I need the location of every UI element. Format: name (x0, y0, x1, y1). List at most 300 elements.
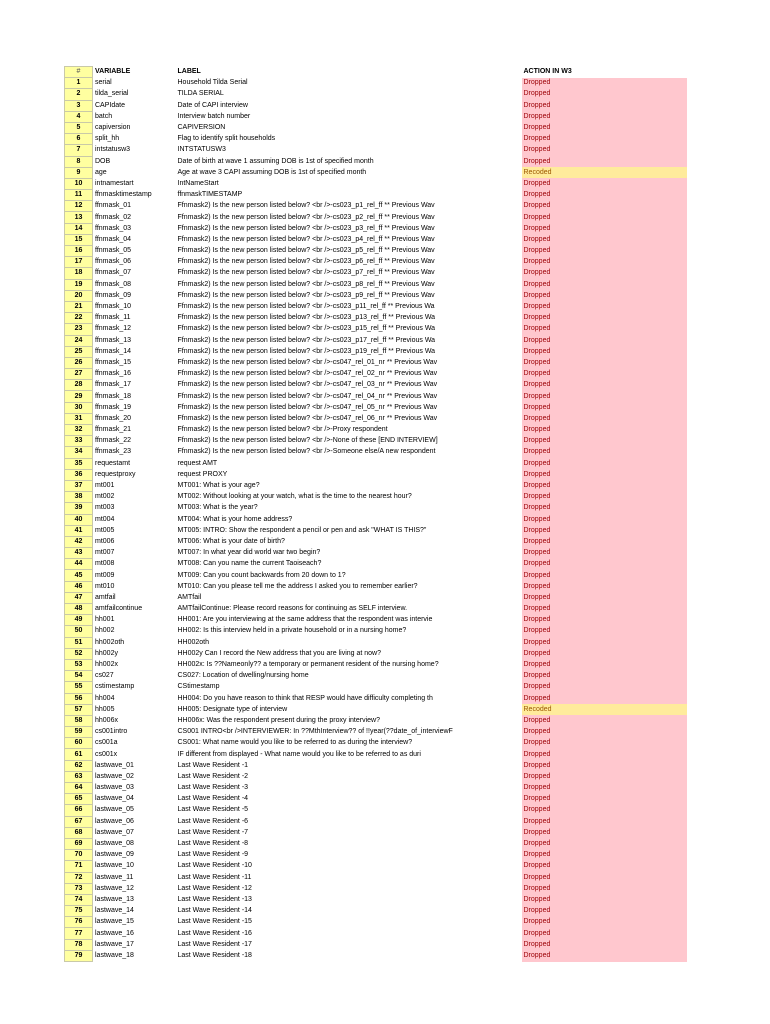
action-cell[interactable]: Dropped (522, 838, 687, 849)
action-cell[interactable]: Dropped (522, 391, 687, 402)
variable-cell[interactable]: hh004 (95, 694, 115, 702)
table-row[interactable] (65, 872, 687, 883)
variable-cell[interactable]: ffnmask_21 (95, 426, 132, 434)
label-cell[interactable]: TILDA SERIAL (177, 90, 224, 98)
variable-cell[interactable]: hh005 (95, 705, 115, 713)
table-row[interactable] (65, 134, 687, 145)
label-cell[interactable]: Last Wave Resident -2 (177, 772, 249, 780)
table-row[interactable] (65, 693, 687, 704)
row-number[interactable]: 34 (65, 447, 93, 458)
action-cell[interactable]: Dropped (522, 357, 687, 368)
label-cell[interactable]: Ffnmask2) Is the new person listed below? <br />-cs023_p5_rel_ff ** Previous Wav (177, 247, 435, 255)
label-cell[interactable]: Ffnmask2) Is the new person listed below? <br />-cs023_p6_rel_ff ** Previous Wav (177, 258, 435, 266)
action-cell[interactable]: Dropped (522, 447, 687, 458)
action-cell[interactable]: Dropped (522, 648, 687, 659)
variable-cell[interactable]: cstimestamp (95, 683, 135, 691)
action-cell[interactable]: Recoded (522, 167, 687, 178)
label-cell[interactable]: MT005: INTRO: Show the respondent a pencil or pen and ask "WHAT IS THIS?" (177, 526, 427, 534)
row-number[interactable]: 77 (65, 928, 93, 939)
row-number[interactable]: 26 (65, 357, 93, 368)
variable-cell[interactable]: ffnmask_18 (95, 392, 132, 400)
table-row[interactable] (65, 257, 687, 268)
row-number[interactable]: 60 (65, 738, 93, 749)
variable-cell[interactable]: ffnmask_20 (95, 414, 132, 422)
label-cell[interactable]: MT004: What is your home address? (177, 515, 293, 523)
label-cell[interactable]: Last Wave Resident -7 (177, 828, 249, 836)
variable-cell[interactable]: ffnmask_22 (95, 437, 132, 445)
table-row[interactable] (65, 850, 687, 861)
table-row[interactable] (65, 939, 687, 950)
label-cell[interactable]: AMTfailContinue: Please record reasons for continuing as SELF interview. (177, 605, 408, 613)
label-cell[interactable]: Ffnmask2) Is the new person listed below? <br />-cs047_rel_02_nr ** Previous Wav (177, 370, 438, 378)
table-row[interactable] (65, 458, 687, 469)
action-cell[interactable]: Dropped (522, 794, 687, 805)
row-number[interactable]: 5 (65, 122, 93, 133)
row-number[interactable]: 31 (65, 413, 93, 424)
label-cell[interactable]: Ffnmask2) Is the new person listed below? <br />-cs023_p19_rel_ff ** Previous Wa (177, 347, 436, 355)
action-cell[interactable]: Dropped (522, 324, 687, 335)
row-number[interactable]: 67 (65, 816, 93, 827)
label-cell[interactable]: Household Tilda Serial (177, 79, 248, 87)
table-row[interactable] (65, 883, 687, 894)
action-cell[interactable]: Dropped (522, 178, 687, 189)
label-cell[interactable]: Ffnmask2) Is the new person listed below? <br />-cs023_p15_rel_ff ** Previous Wa (177, 325, 436, 333)
row-number[interactable]: 7 (65, 145, 93, 156)
variable-cell[interactable]: amtfailcontinue (95, 605, 143, 613)
row-number[interactable]: 61 (65, 749, 93, 760)
variable-cell[interactable]: cs027 (95, 672, 114, 680)
table-row[interactable] (65, 715, 687, 726)
action-cell[interactable]: Dropped (522, 492, 687, 503)
action-cell[interactable]: Dropped (522, 469, 687, 480)
variable-cell[interactable]: lastwave_13 (95, 895, 134, 903)
variable-cell[interactable]: lastwave_06 (95, 817, 134, 825)
row-number[interactable]: 50 (65, 626, 93, 637)
table-row[interactable] (65, 425, 687, 436)
table-row[interactable] (65, 447, 687, 458)
row-number[interactable]: 39 (65, 503, 93, 514)
action-cell[interactable]: Dropped (522, 570, 687, 581)
label-cell[interactable]: Last Wave Resident -18 (177, 951, 252, 959)
action-cell[interactable]: Dropped (522, 246, 687, 257)
action-cell[interactable]: Dropped (522, 413, 687, 424)
variable-cell[interactable]: lastwave_05 (95, 806, 134, 814)
label-cell[interactable]: Age at wave 3 CAPI assuming DOB is 1st of specified month (177, 168, 367, 176)
table-row[interactable] (65, 581, 687, 592)
action-cell[interactable]: Dropped (522, 335, 687, 346)
row-number[interactable]: 64 (65, 783, 93, 794)
label-cell[interactable]: HH005: Designate type of interview (177, 705, 288, 713)
table-row[interactable] (65, 928, 687, 939)
action-cell[interactable]: Dropped (522, 637, 687, 648)
row-number[interactable]: 32 (65, 425, 93, 436)
row-number[interactable]: 40 (65, 514, 93, 525)
variable-cell[interactable]: lastwave_04 (95, 795, 134, 803)
variable-cell[interactable]: ffnmask_03 (95, 224, 132, 232)
table-row[interactable] (65, 805, 687, 816)
table-row[interactable] (65, 559, 687, 570)
action-cell[interactable]: Dropped (522, 738, 687, 749)
action-cell[interactable]: Dropped (522, 301, 687, 312)
table-row[interactable] (65, 402, 687, 413)
row-number[interactable]: 8 (65, 156, 93, 167)
table-row[interactable] (65, 346, 687, 357)
label-cell[interactable]: Flag to identify split households (177, 135, 276, 143)
variable-cell[interactable]: lastwave_08 (95, 840, 134, 848)
label-cell[interactable]: Last Wave Resident -1 (177, 761, 249, 769)
row-number[interactable]: 19 (65, 279, 93, 290)
table-row[interactable] (65, 771, 687, 782)
row-number[interactable]: 12 (65, 201, 93, 212)
label-cell[interactable]: CS001: What name would you like to be referred to as during the interview? (177, 739, 413, 747)
header-variable[interactable]: VARIABLE (95, 68, 131, 76)
table-row[interactable] (65, 469, 687, 480)
label-cell[interactable]: HH002: Is this interview held in a private household or in a nursing home? (177, 627, 407, 635)
label-cell[interactable]: Ffnmask2) Is the new person listed below? <br />-cs047_rel_04_nr ** Previous Wav (177, 392, 438, 400)
variable-cell[interactable]: lastwave_15 (95, 918, 134, 926)
table-row[interactable] (65, 178, 687, 189)
row-number[interactable]: 6 (65, 134, 93, 145)
variable-cell[interactable]: lastwave_14 (95, 907, 134, 915)
variable-cell[interactable]: lastwave_02 (95, 772, 134, 780)
row-number[interactable]: 53 (65, 659, 93, 670)
variable-cell[interactable]: hh002y (95, 649, 118, 657)
table-row[interactable] (65, 861, 687, 872)
label-cell[interactable]: Ffnmask2) Is the new person listed below? <br />-cs023_p2_rel_ff ** Previous Wav (177, 213, 435, 221)
variable-cell[interactable]: lastwave_16 (95, 929, 134, 937)
label-cell[interactable]: ffnmaskTIMESTAMP (177, 191, 243, 199)
variable-cell[interactable]: ffnmask_10 (95, 303, 132, 311)
table-row[interactable] (65, 682, 687, 693)
action-cell[interactable]: Dropped (522, 503, 687, 514)
label-cell[interactable]: Date of CAPI interview (177, 101, 248, 109)
action-cell[interactable]: Dropped (522, 514, 687, 525)
action-cell[interactable]: Dropped (522, 906, 687, 917)
variable-cell[interactable]: mt008 (95, 560, 115, 568)
table-row[interactable] (65, 760, 687, 771)
label-cell[interactable]: Ffnmask2) Is the new person listed below? <br />-Someone else/A new respondent (177, 448, 436, 456)
row-number[interactable]: 27 (65, 369, 93, 380)
label-cell[interactable]: Ffnmask2) Is the new person listed below? <br />-cs047_rel_05_nr ** Previous Wav (177, 403, 438, 411)
table-row[interactable] (65, 279, 687, 290)
variable-cell[interactable]: ffnmasktimestamp (95, 191, 152, 199)
action-cell[interactable]: Dropped (522, 928, 687, 939)
variable-cell[interactable]: hh006x (95, 716, 118, 724)
action-cell[interactable]: Dropped (522, 78, 687, 89)
label-cell[interactable]: Last Wave Resident -9 (177, 851, 249, 859)
row-number[interactable]: 15 (65, 234, 93, 245)
variable-cell[interactable]: ffnmask_01 (95, 202, 132, 210)
action-cell[interactable]: Dropped (522, 894, 687, 905)
row-number[interactable]: 57 (65, 704, 93, 715)
variable-cell[interactable]: ffnmask_19 (95, 403, 132, 411)
row-number[interactable]: 36 (65, 469, 93, 480)
label-cell[interactable]: Ffnmask2) Is the new person listed below? <br />-cs023_p11_rel_ff ** Previous Wa (177, 303, 435, 311)
action-cell[interactable]: Dropped (522, 536, 687, 547)
table-row[interactable] (65, 290, 687, 301)
variable-cell[interactable]: lastwave_09 (95, 851, 134, 859)
table-row[interactable] (65, 570, 687, 581)
action-cell[interactable]: Dropped (522, 827, 687, 838)
label-cell[interactable]: CS027: Location of dwelling/nursing home (177, 672, 309, 680)
label-cell[interactable]: HH002x: Is ??Nameonly?? a temporary or permanent resident of the nursing home? (177, 661, 439, 669)
action-cell[interactable]: Dropped (522, 380, 687, 391)
table-row[interactable] (65, 648, 687, 659)
variable-cell[interactable]: ffnmask_16 (95, 370, 132, 378)
variable-cell[interactable]: hh002oth (95, 638, 125, 646)
row-number[interactable]: 58 (65, 715, 93, 726)
table-row[interactable] (65, 89, 687, 100)
row-number[interactable]: 49 (65, 615, 93, 626)
action-cell[interactable]: Dropped (522, 872, 687, 883)
action-cell[interactable]: Dropped (522, 134, 687, 145)
table-row[interactable] (65, 492, 687, 503)
table-row[interactable] (65, 906, 687, 917)
row-number[interactable]: 48 (65, 604, 93, 615)
row-number[interactable]: 41 (65, 525, 93, 536)
variable-cell[interactable]: lastwave_17 (95, 940, 134, 948)
table-row[interactable] (65, 246, 687, 257)
variable-cell[interactable]: amtfail (95, 593, 116, 601)
variable-cell[interactable]: mt006 (95, 537, 115, 545)
label-cell[interactable]: Last Wave Resident -14 (177, 907, 252, 915)
label-cell[interactable]: Ffnmask2) Is the new person listed below? <br />-cs023_p9_rel_ff ** Previous Wav (177, 291, 435, 299)
label-cell[interactable]: CS001 INTRO<br />INTERVIEWER: In ??MthInterview?? of !!year(??date_of_interviewF (177, 728, 453, 736)
action-cell[interactable]: Dropped (522, 816, 687, 827)
label-cell[interactable]: MT001: What is your age? (177, 482, 260, 490)
label-cell[interactable]: IntNameStart (177, 179, 219, 187)
action-cell[interactable]: Dropped (522, 156, 687, 167)
label-cell[interactable]: IF different from displayed - What name would you like to be referred to as duri (177, 750, 421, 758)
row-number[interactable]: 65 (65, 794, 93, 805)
action-cell[interactable]: Dropped (522, 480, 687, 491)
action-cell[interactable]: Dropped (522, 111, 687, 122)
label-cell[interactable]: MT002: Without looking at your watch, what is the time to the nearest hour? (177, 493, 412, 501)
row-number[interactable]: 59 (65, 727, 93, 738)
variable-cell[interactable]: cs001intro (95, 728, 128, 736)
label-cell[interactable]: Ffnmask2) Is the new person listed below? <br />-cs047_rel_06_nr ** Previous Wav (177, 414, 438, 422)
row-number[interactable]: 56 (65, 693, 93, 704)
variable-cell[interactable]: lastwave_11 (95, 873, 134, 881)
table-row[interactable] (65, 156, 687, 167)
table-row[interactable] (65, 514, 687, 525)
label-cell[interactable]: AMTfail (177, 593, 202, 601)
row-number[interactable]: 22 (65, 313, 93, 324)
action-cell[interactable]: Dropped (522, 715, 687, 726)
label-cell[interactable]: CAPIVERSION (177, 124, 226, 132)
variable-cell[interactable]: mt010 (95, 582, 115, 590)
label-cell[interactable]: Ffnmask2) Is the new person listed below? <br />-cs023_p13_rel_ff ** Previous Wa (177, 314, 436, 322)
action-cell[interactable]: Dropped (522, 234, 687, 245)
table-row[interactable] (65, 816, 687, 827)
row-number[interactable]: 2 (65, 89, 93, 100)
variable-cell[interactable]: ffnmask_23 (95, 448, 132, 456)
variable-cell[interactable]: ffnmask_17 (95, 381, 132, 389)
row-number[interactable]: 74 (65, 894, 93, 905)
variable-cell[interactable]: DOB (95, 157, 111, 165)
table-row[interactable] (65, 313, 687, 324)
variable-cell[interactable]: cs001x (95, 750, 118, 758)
label-cell[interactable]: Date of birth at wave 1 assuming DOB is 1st of specified month (177, 157, 374, 165)
variable-cell[interactable]: hh002 (95, 627, 115, 635)
variable-cell[interactable]: lastwave_18 (95, 951, 134, 959)
label-cell[interactable]: Ffnmask2) Is the new person listed below? <br />-cs023_p17_rel_ff ** Previous Wa (177, 336, 436, 344)
table-row[interactable] (65, 671, 687, 682)
row-number[interactable]: 33 (65, 436, 93, 447)
row-number[interactable]: 28 (65, 380, 93, 391)
label-cell[interactable]: MT003: What is the year? (177, 504, 258, 512)
action-cell[interactable]: Dropped (522, 749, 687, 760)
table-row[interactable] (65, 190, 687, 201)
row-number[interactable]: 46 (65, 581, 93, 592)
action-cell[interactable]: Dropped (522, 145, 687, 156)
action-cell[interactable]: Dropped (522, 783, 687, 794)
action-cell[interactable]: Dropped (522, 548, 687, 559)
action-cell[interactable]: Dropped (522, 190, 687, 201)
table-row[interactable] (65, 917, 687, 928)
action-cell[interactable]: Dropped (522, 671, 687, 682)
table-row[interactable] (65, 503, 687, 514)
label-cell[interactable]: Ffnmask2) Is the new person listed below? <br />-cs023_p7_rel_ff ** Previous Wav (177, 269, 435, 277)
label-cell[interactable]: Last Wave Resident -13 (177, 895, 252, 903)
label-cell[interactable]: Last Wave Resident -8 (177, 840, 249, 848)
action-cell[interactable]: Recoded (522, 704, 687, 715)
label-cell[interactable]: HH001: Are you interviewing at the same address that the respondent was intervie (177, 616, 433, 624)
table-row[interactable] (65, 659, 687, 670)
action-cell[interactable]: Dropped (522, 100, 687, 111)
row-number[interactable]: 63 (65, 771, 93, 782)
variable-cell[interactable]: lastwave_07 (95, 828, 134, 836)
variable-cell[interactable]: cs001a (95, 739, 118, 747)
action-cell[interactable]: Dropped (522, 223, 687, 234)
label-cell[interactable]: Last Wave Resident -6 (177, 817, 249, 825)
variable-cell[interactable]: ffnmask_12 (95, 325, 132, 333)
label-cell[interactable]: HH002oth (177, 638, 210, 646)
variable-cell[interactable]: ffnmask_08 (95, 280, 132, 288)
action-cell[interactable]: Dropped (522, 939, 687, 950)
table-row[interactable] (65, 727, 687, 738)
label-cell[interactable]: MT010: Can you please tell me the address I asked you to remember earlier? (177, 582, 418, 590)
table-row[interactable] (65, 145, 687, 156)
label-cell[interactable]: request AMT (177, 459, 218, 467)
label-cell[interactable]: HH006x: Was the respondent present during the proxy interview? (177, 716, 380, 724)
row-number[interactable]: 30 (65, 402, 93, 413)
label-cell[interactable]: Ffnmask2) Is the new person listed below? <br />-cs023_p8_rel_ff ** Previous Wav (177, 280, 435, 288)
variable-cell[interactable]: lastwave_10 (95, 862, 134, 870)
action-cell[interactable]: Dropped (522, 89, 687, 100)
action-cell[interactable]: Dropped (522, 604, 687, 615)
action-cell[interactable]: Dropped (522, 861, 687, 872)
action-cell[interactable]: Dropped (522, 436, 687, 447)
row-number[interactable]: 75 (65, 906, 93, 917)
action-cell[interactable]: Dropped (522, 727, 687, 738)
row-number[interactable]: 62 (65, 760, 93, 771)
variable-cell[interactable]: batch (95, 112, 113, 120)
row-number[interactable]: 29 (65, 391, 93, 402)
row-number[interactable]: 45 (65, 570, 93, 581)
label-cell[interactable]: Last Wave Resident -11 (177, 873, 252, 881)
row-number[interactable]: 9 (65, 167, 93, 178)
row-number[interactable]: 20 (65, 290, 93, 301)
header-action[interactable]: ACTION IN W3 (523, 68, 572, 76)
action-cell[interactable]: Dropped (522, 346, 687, 357)
label-cell[interactable]: HH002y Can I record the New address that you are living at now? (177, 649, 381, 657)
action-cell[interactable]: Dropped (522, 279, 687, 290)
label-cell[interactable]: Last Wave Resident -15 (177, 918, 252, 926)
table-row[interactable] (65, 894, 687, 905)
table-row[interactable] (65, 413, 687, 424)
row-number[interactable]: 69 (65, 838, 93, 849)
row-number[interactable]: 11 (65, 190, 93, 201)
variable-cell[interactable]: mt004 (95, 515, 115, 523)
row-number[interactable]: 4 (65, 111, 93, 122)
table-row[interactable] (65, 100, 687, 111)
row-number[interactable]: 55 (65, 682, 93, 693)
action-cell[interactable]: Dropped (522, 425, 687, 436)
table-row[interactable] (65, 212, 687, 223)
label-cell[interactable]: INTSTATUSW3 (177, 146, 226, 154)
table-row[interactable] (65, 201, 687, 212)
table-row[interactable] (65, 380, 687, 391)
row-number[interactable]: 76 (65, 917, 93, 928)
action-cell[interactable]: Dropped (522, 682, 687, 693)
label-cell[interactable]: HH004: Do you have reason to think that RESP would have difficulty completing th (177, 694, 433, 702)
label-cell[interactable]: MT007: In what year did world war two begin? (177, 549, 321, 557)
variable-cell[interactable]: ffnmask_13 (95, 336, 132, 344)
variable-cell[interactable]: ffnmask_09 (95, 291, 132, 299)
action-cell[interactable]: Dropped (522, 950, 687, 961)
table-row[interactable] (65, 111, 687, 122)
variable-cell[interactable]: ffnmask_06 (95, 258, 132, 266)
label-cell[interactable]: Ffnmask2) Is the new person listed below? <br />-cs023_p1_rel_ff ** Previous Wav (177, 202, 435, 210)
row-number[interactable]: 13 (65, 212, 93, 223)
table-row[interactable] (65, 480, 687, 491)
table-row[interactable] (65, 436, 687, 447)
label-cell[interactable]: Ffnmask2) Is the new person listed below? <br />-None of these [END INTERVIEW] (177, 437, 438, 445)
row-number[interactable]: 68 (65, 827, 93, 838)
variable-cell[interactable]: requestproxy (95, 470, 136, 478)
label-cell[interactable]: Ffnmask2) Is the new person listed below? <br />-cs047_rel_01_nr ** Previous Wav (177, 358, 438, 366)
header-label[interactable]: LABEL (177, 68, 201, 76)
label-cell[interactable]: MT009: Can you count backwards from 20 down to 1? (177, 571, 346, 579)
variable-cell[interactable]: mt002 (95, 493, 115, 501)
variable-cell[interactable]: hh001 (95, 616, 115, 624)
action-cell[interactable]: Dropped (522, 917, 687, 928)
table-row[interactable] (65, 704, 687, 715)
variable-cell[interactable]: ffnmask_04 (95, 235, 132, 243)
variable-cell[interactable]: mt007 (95, 549, 115, 557)
row-number[interactable]: 16 (65, 246, 93, 257)
table-row[interactable] (65, 167, 687, 178)
action-cell[interactable]: Dropped (522, 581, 687, 592)
row-number[interactable]: 43 (65, 548, 93, 559)
action-cell[interactable]: Dropped (522, 212, 687, 223)
row-number[interactable]: 3 (65, 100, 93, 111)
action-cell[interactable]: Dropped (522, 850, 687, 861)
header-number[interactable]: # (65, 67, 93, 78)
row-number[interactable]: 14 (65, 223, 93, 234)
row-number[interactable]: 72 (65, 872, 93, 883)
table-row[interactable] (65, 536, 687, 547)
row-number[interactable]: 38 (65, 492, 93, 503)
row-number[interactable]: 10 (65, 178, 93, 189)
row-number[interactable]: 51 (65, 637, 93, 648)
row-number[interactable]: 35 (65, 458, 93, 469)
label-cell[interactable]: Ffnmask2) Is the new person listed below? <br />-cs023_p3_rel_ff ** Previous Wav (177, 224, 435, 232)
action-cell[interactable]: Dropped (522, 771, 687, 782)
table-row[interactable] (65, 749, 687, 760)
variable-cell[interactable]: ffnmask_14 (95, 347, 132, 355)
